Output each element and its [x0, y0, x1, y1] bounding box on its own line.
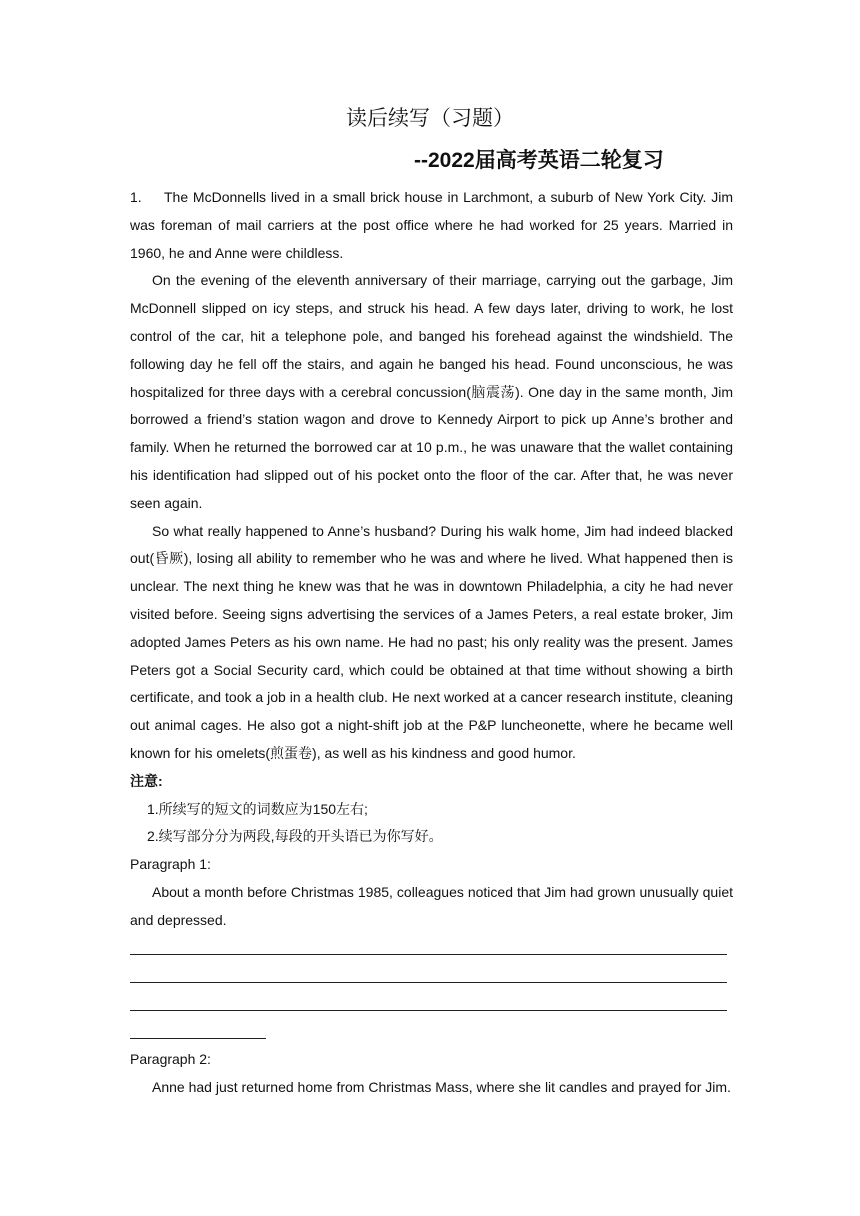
answer-blank-line[interactable]: [130, 1018, 733, 1046]
passage-paragraph-1: [130, 184, 733, 267]
passage-paragraph-1-text: The McDonnells lived in a small brick house in Larchmont, a suburb of New York City. Jim was foreman of mail carriers at the post office where he had worked for 25 years. Married in 1960, he and Anne were childless.: [130, 189, 733, 261]
paragraph-1-opening: About a month before Christmas 1985, colleagues noticed that Jim had grown unusually quiet and depressed.: [130, 883, 733, 928]
notes-heading: 注意:: [130, 772, 163, 789]
answer-blank-line[interactable]: [130, 962, 733, 990]
document-body: [130, 184, 733, 1101]
note-item-2: 2.续写部分分为两段,每段的开头语已为你写好。: [147, 828, 443, 845]
paragraph-2-opening: Anne had just returned home from Christmas Mass, where she lit candles and prayed for Jim.: [152, 1078, 731, 1095]
answer-blank-line[interactable]: [130, 935, 733, 963]
page-title: 读后续写（习题）: [346, 107, 514, 130]
paragraph-1-label: Paragraph 1:: [130, 856, 211, 873]
passage-paragraph-3: So what really happened to Anne’s husband? During his walk home, Jim had indeed blacked out(昏厥), losing all ability to remember who he was and where he lived. What happened then is unclear. The next thing he knew was that he was in downtown Philadelphia, a city he had never visited before. Seeing signs advertising the services of a James Peters, a real estate broker, Jim adopted James Peters as his own name. He had no past; his only reality was the present. James Peters got a Social Security card, which could be obtained at that time without showing a birth certificate, and took a job in a health club. He next worked at a cancer research institute, cleaning out animal cages. He also got a night-shift job at the P&P luncheonette, where he became well known for his omelets(煎蛋卷), as well as his kindness and good humor.: [130, 522, 733, 761]
passage-paragraph-2: On the evening of the eleventh anniversary of their marriage, carrying out the garbage, Jim McDonnell slipped on icy steps, and struck his head. A few days later, driving to work, he lost control of the car, hit a telephone pole, and banged his forehead against the windshield. The following day he fell off the stairs, and again he banged his head. Found unconscious, he was hospitalized for three days with a cerebral concussion(脑震荡). One day in the same month, Jim borrowed a friend’s station wagon and drove to Kennedy Airport to pick up Anne’s brother and family. When he returned the borrowed car at 10 p.m., he was unaware that the wallet containing his identification had slipped out of his pocket onto the floor of the car. After that, he was never seen again.: [130, 272, 733, 511]
note-item-1: 1.所续写的短文的词数应为150左右;: [147, 800, 368, 817]
question-number: 1.: [130, 189, 142, 205]
answer-blank-line[interactable]: [130, 990, 733, 1018]
paragraph-2-label: Paragraph 2:: [130, 1050, 211, 1067]
page-subtitle: --2022届高考英语二轮复习: [414, 149, 664, 172]
